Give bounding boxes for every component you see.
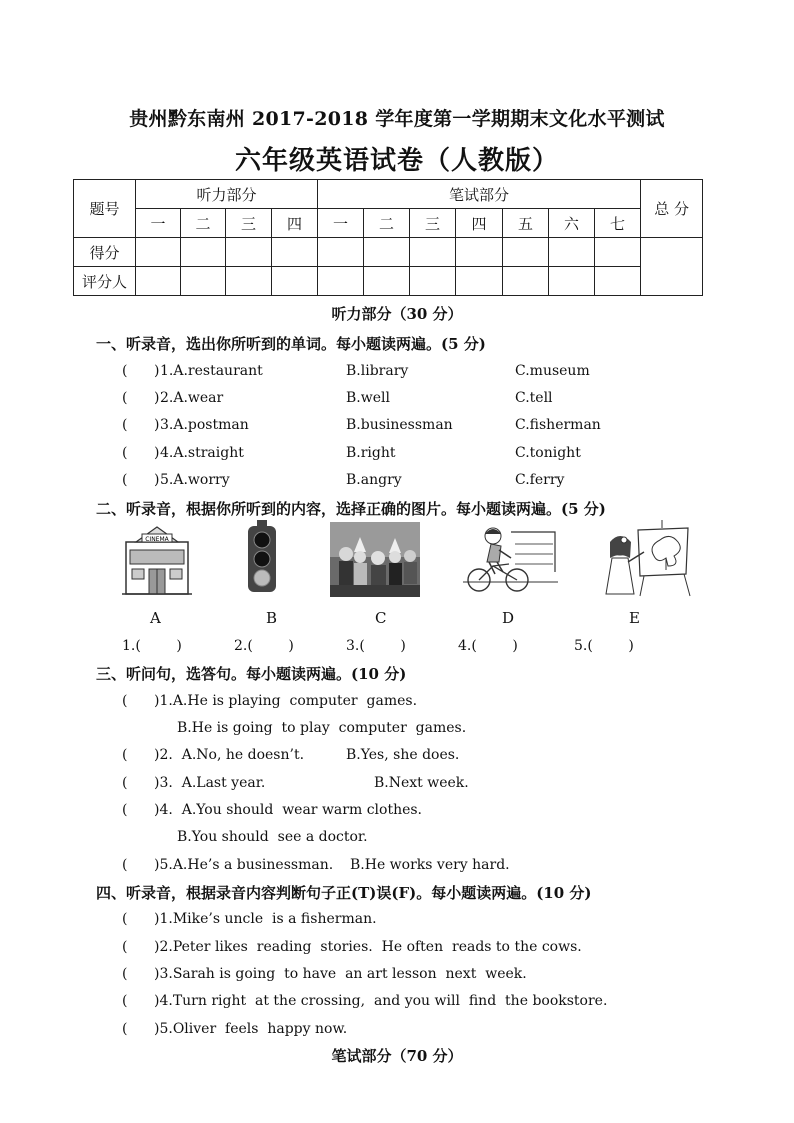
- picture-label-c: C: [375, 609, 387, 627]
- writing-col: 三: [410, 209, 456, 238]
- table-header-listening: 听力部分: [136, 180, 318, 209]
- option-a: 5.A.worry: [160, 472, 230, 488]
- picture-label-e: E: [629, 609, 640, 627]
- option-c: C.tell: [515, 390, 553, 406]
- question-text: )3. A.Last year.: [154, 775, 266, 791]
- answer-paren-close: ): [154, 417, 160, 433]
- listening-col: 一: [136, 209, 181, 238]
- grader-cell[interactable]: [272, 267, 318, 296]
- writing-col: 七: [595, 209, 641, 238]
- score-cell[interactable]: [272, 238, 318, 267]
- picture-label-b: B: [266, 609, 278, 627]
- answer-paren-open[interactable]: (: [122, 911, 128, 927]
- grader-cell[interactable]: [318, 267, 364, 296]
- score-cell[interactable]: [595, 238, 641, 267]
- part1-heading: 一、听录音，选出你所听到的单词。每小题读两遍。(5 分): [96, 335, 486, 353]
- table-header-total: 总 分: [641, 180, 703, 238]
- option-c: C.tonight: [515, 445, 581, 461]
- statement-text: )5.Oliver feels happy now.: [154, 1021, 348, 1037]
- answer-paren-open[interactable]: (: [122, 445, 128, 461]
- option-b: B.Next week.: [374, 775, 469, 791]
- part2-answer-2[interactable]: 2.( ): [234, 638, 294, 654]
- question-text: )4. A.You should wear warm clothes.: [154, 802, 423, 818]
- traffic-light-picture: [244, 520, 280, 596]
- grader-cell[interactable]: [503, 267, 549, 296]
- answer-paren-open[interactable]: (: [122, 775, 128, 791]
- part3-line-4b: B.You should see a doctor.: [177, 829, 368, 845]
- total-score-cell[interactable]: [641, 238, 703, 296]
- option-a: 3.A.postman: [160, 417, 249, 433]
- answer-paren-close: ): [154, 390, 160, 406]
- part2-answer-5[interactable]: 5.( ): [574, 638, 634, 654]
- table-header-writing: 笔试部分: [318, 180, 641, 209]
- exam-title-line1: 贵州黔东南州 2017-2018 学年度第一学期期末文化水平测试: [129, 108, 665, 130]
- picture-label-a: A: [150, 609, 161, 627]
- answer-paren-open[interactable]: (: [122, 363, 128, 379]
- grader-cell[interactable]: [595, 267, 641, 296]
- grader-cell[interactable]: [181, 267, 226, 296]
- answer-paren-open[interactable]: (: [122, 1021, 128, 1037]
- answer-paren-open[interactable]: (: [122, 993, 128, 1009]
- score-cell[interactable]: [318, 238, 364, 267]
- option-c: C.fisherman: [515, 417, 601, 433]
- listening-col: 四: [272, 209, 318, 238]
- cinema-picture: [122, 524, 192, 596]
- listening-section-heading: 听力部分（30 分）: [331, 305, 463, 323]
- score-table: [73, 179, 703, 296]
- statement-text: )2.Peter likes reading stories. He often reads to the cows.: [154, 939, 582, 955]
- painting-picture: [600, 518, 695, 598]
- answer-paren-open[interactable]: (: [122, 693, 128, 709]
- option-b: B.He works very hard.: [350, 857, 510, 873]
- picture-label-d: D: [502, 609, 515, 627]
- score-cell[interactable]: [549, 238, 595, 267]
- part2-answer-1[interactable]: 1.( ): [122, 638, 182, 654]
- answer-paren-open[interactable]: (: [122, 857, 128, 873]
- option-b: B.Yes, she does.: [346, 747, 460, 763]
- part4-heading: 四、听录音，根据录音内容判断句子正(T)误(F)。每小题读两遍。(10 分): [96, 884, 592, 902]
- score-cell[interactable]: [410, 238, 456, 267]
- option-b: B.businessman: [346, 417, 453, 433]
- grader-cell[interactable]: [136, 267, 181, 296]
- score-cell[interactable]: [456, 238, 503, 267]
- part2-answer-3[interactable]: 3.( ): [346, 638, 406, 654]
- option-b: B.angry: [346, 472, 402, 488]
- option-c: C.ferry: [515, 472, 565, 488]
- answer-paren-close: ): [154, 363, 160, 379]
- option-a: 1.A.restaurant: [160, 363, 263, 379]
- statement-text: )4.Turn right at the crossing, and you will find the bookstore.: [154, 993, 608, 1009]
- grader-cell[interactable]: [456, 267, 503, 296]
- option-a: 2.A.wear: [160, 390, 224, 406]
- listening-col: 二: [181, 209, 226, 238]
- answer-paren-open[interactable]: (: [122, 939, 128, 955]
- option-c: C.museum: [515, 363, 590, 379]
- row-label-grader: 评分人: [74, 267, 136, 296]
- answer-paren-open[interactable]: (: [122, 747, 128, 763]
- question-text: )5.A.He’s a businessman.: [154, 857, 334, 873]
- option-a: 4.A.straight: [160, 445, 244, 461]
- cinema-sign-text: CINEMA: [145, 536, 169, 543]
- score-cell[interactable]: [136, 238, 181, 267]
- part3-heading: 三、听问句，选答句。每小题读两遍。(10 分): [96, 665, 407, 683]
- score-cell[interactable]: [181, 238, 226, 267]
- answer-paren-open[interactable]: (: [122, 966, 128, 982]
- score-cell[interactable]: [226, 238, 272, 267]
- answer-paren-open[interactable]: (: [122, 417, 128, 433]
- writing-col: 四: [456, 209, 503, 238]
- riding-bike-picture: [463, 522, 558, 594]
- grader-cell[interactable]: [549, 267, 595, 296]
- answer-paren-close: ): [154, 445, 160, 461]
- exam-title-line2: 六年级英语试卷（人教版）: [234, 146, 559, 176]
- writing-col: 五: [503, 209, 549, 238]
- answer-paren-open[interactable]: (: [122, 390, 128, 406]
- party-photo-picture: [330, 522, 420, 597]
- writing-section-heading: 笔试部分（70 分）: [331, 1047, 463, 1065]
- statement-text: )1.Mike’s uncle is a fisherman.: [154, 911, 377, 927]
- answer-paren-close: ): [154, 472, 160, 488]
- answer-paren-open[interactable]: (: [122, 472, 128, 488]
- score-cell[interactable]: [364, 238, 410, 267]
- score-cell[interactable]: [503, 238, 549, 267]
- grader-cell[interactable]: [226, 267, 272, 296]
- option-b: B.library: [346, 363, 409, 379]
- writing-col: 二: [364, 209, 410, 238]
- option-b: B.well: [346, 390, 390, 406]
- option-b: B.right: [346, 445, 396, 461]
- table-header-question-number: 题号: [74, 180, 136, 238]
- part3-line-1b: B.He is going to play computer games.: [177, 720, 467, 736]
- writing-col: 六: [549, 209, 595, 238]
- answer-paren-open[interactable]: (: [122, 802, 128, 818]
- question-text: )1.A.He is playing computer games.: [154, 693, 418, 709]
- writing-col: 一: [318, 209, 364, 238]
- question-text: )2. A.No, he doesn’t.: [154, 747, 305, 763]
- part2-answer-4[interactable]: 4.( ): [458, 638, 518, 654]
- grader-cell[interactable]: [410, 267, 456, 296]
- statement-text: )3.Sarah is going to have an art lesson next week.: [154, 966, 527, 982]
- grader-cell[interactable]: [364, 267, 410, 296]
- listening-col: 三: [226, 209, 272, 238]
- part2-heading: 二、听录音，根据你所听到的内容，选择正确的图片。每小题读两遍。(5 分): [96, 500, 606, 518]
- row-label-score: 得分: [74, 238, 136, 267]
